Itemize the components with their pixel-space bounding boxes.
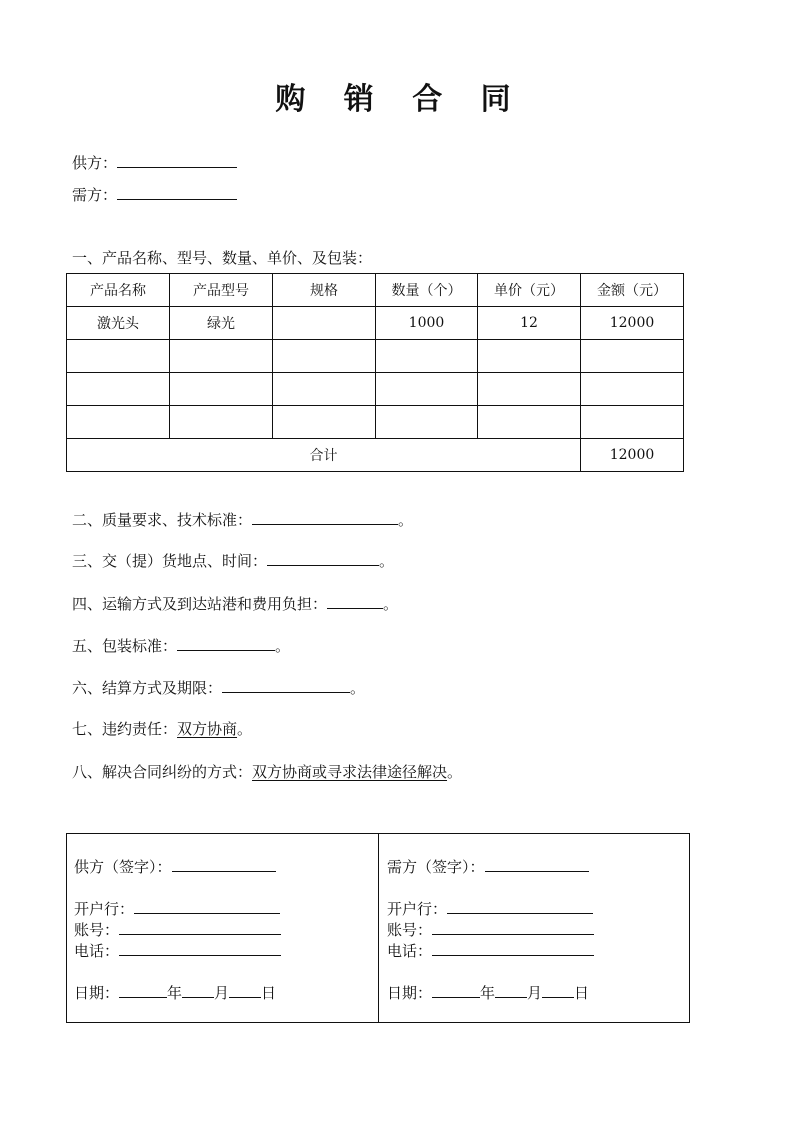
table-cell <box>273 340 376 373</box>
day-label: 日 <box>261 984 277 1002</box>
table-cell: 12000 <box>581 307 684 340</box>
supplier-account-label: 账号： <box>74 921 120 939</box>
buyer-sign-label: 需方（签字）： <box>387 858 485 876</box>
section-3-label: 三、交（提）货地点、时间： <box>72 552 268 570</box>
table-cell: 1000 <box>376 307 478 340</box>
section-3 <box>72 551 394 571</box>
buyer-sign-blank[interactable] <box>485 857 589 872</box>
month-label: 月 <box>214 984 230 1002</box>
supplier-line <box>72 153 237 173</box>
supplier-blank[interactable] <box>117 153 237 168</box>
table-cell <box>581 406 684 439</box>
day-label: 日 <box>574 984 590 1002</box>
product-table <box>66 273 684 472</box>
year-label: 年 <box>480 984 496 1002</box>
buyer-phone-blank[interactable] <box>432 941 594 956</box>
period: 。 <box>275 637 291 655</box>
section-5-label: 五、包装标准： <box>72 637 178 655</box>
buyer-line <box>72 185 237 205</box>
table-cell <box>581 373 684 406</box>
section-6-label: 六、结算方式及期限： <box>72 679 223 697</box>
supplier-date-line <box>74 982 276 1003</box>
buyer-year-blank[interactable] <box>432 983 480 998</box>
transport-blank[interactable] <box>327 594 383 609</box>
section-5 <box>72 636 290 656</box>
buyer-bank-blank[interactable] <box>447 899 593 914</box>
section-8-value: 双方协商或寻求法律途径解决 <box>252 763 448 781</box>
period: 。 <box>398 511 414 529</box>
year-label: 年 <box>167 984 183 1002</box>
table-cell <box>376 406 478 439</box>
header-cell: 产品型号 <box>170 274 273 307</box>
month-label: 月 <box>527 984 543 1002</box>
period: 。 <box>379 552 395 570</box>
supplier-sign-line <box>74 856 276 877</box>
total-value: 12000 <box>581 439 684 472</box>
section-8 <box>72 762 462 782</box>
supplier-date-label: 日期： <box>74 984 120 1002</box>
signature-box <box>66 833 690 1023</box>
buyer-sign-line <box>387 856 589 877</box>
settlement-blank[interactable] <box>222 678 350 693</box>
quality-blank[interactable] <box>252 510 398 525</box>
signature-divider <box>378 834 379 1022</box>
table-row <box>67 373 684 406</box>
buyer-blank[interactable] <box>117 185 237 200</box>
table-cell: 绿光 <box>170 307 273 340</box>
table-cell <box>170 340 273 373</box>
buyer-phone-label: 电话： <box>387 942 433 960</box>
buyer-date-label: 日期： <box>387 984 433 1002</box>
supplier-day-blank[interactable] <box>229 983 261 998</box>
table-cell <box>170 406 273 439</box>
buyer-label: 需方： <box>72 186 118 204</box>
buyer-bank-line <box>387 898 593 919</box>
buyer-bank-label: 开户行： <box>387 900 448 918</box>
table-cell: 激光头 <box>67 307 170 340</box>
buyer-phone-line <box>387 940 594 961</box>
buyer-account-blank[interactable] <box>432 920 594 935</box>
table-cell <box>478 340 581 373</box>
table-cell <box>273 373 376 406</box>
supplier-bank-blank[interactable] <box>134 899 280 914</box>
table-cell <box>170 373 273 406</box>
table-cell <box>478 406 581 439</box>
header-cell: 产品名称 <box>67 274 170 307</box>
section-2 <box>72 510 413 530</box>
supplier-phone-line <box>74 940 281 961</box>
table-cell <box>67 406 170 439</box>
table-cell <box>581 340 684 373</box>
delivery-blank[interactable] <box>267 551 379 566</box>
table-cell <box>67 340 170 373</box>
supplier-year-blank[interactable] <box>119 983 167 998</box>
section-7-value: 双方协商 <box>177 720 238 738</box>
header-cell: 数量（个） <box>376 274 478 307</box>
table-row <box>67 406 684 439</box>
document-title: 购 销 合 同 <box>275 82 525 117</box>
table-cell <box>67 373 170 406</box>
table-total-row <box>67 439 684 472</box>
buyer-day-blank[interactable] <box>542 983 574 998</box>
supplier-account-blank[interactable] <box>119 920 281 935</box>
table-cell <box>478 373 581 406</box>
header-cell: 规格 <box>273 274 376 307</box>
period: 。 <box>383 595 399 613</box>
section-6 <box>72 678 365 698</box>
period: 。 <box>237 720 253 738</box>
supplier-sign-label: 供方（签字）： <box>74 858 172 876</box>
supplier-phone-label: 电话： <box>74 942 120 960</box>
section-4 <box>72 594 398 614</box>
supplier-phone-blank[interactable] <box>119 941 281 956</box>
table-cell: 12 <box>478 307 581 340</box>
table-header-row <box>67 274 684 307</box>
section-7-label: 七、违约责任： <box>72 720 178 738</box>
header-cell: 金额（元） <box>581 274 684 307</box>
supplier-bank-label: 开户行： <box>74 900 135 918</box>
total-label: 合计 <box>67 439 581 472</box>
buyer-date-line <box>387 982 589 1003</box>
table-row <box>67 307 684 340</box>
buyer-month-blank[interactable] <box>495 983 527 998</box>
packaging-blank[interactable] <box>177 636 275 651</box>
table-cell <box>273 406 376 439</box>
table-cell <box>376 340 478 373</box>
section-2-label: 二、质量要求、技术标准： <box>72 511 253 529</box>
supplier-sign-blank[interactable] <box>172 857 276 872</box>
section-4-label: 四、运输方式及到达站港和费用负担： <box>72 595 328 613</box>
period: 。 <box>350 679 366 697</box>
table-cell <box>273 307 376 340</box>
header-cell: 单价（元） <box>478 274 581 307</box>
table-row <box>67 340 684 373</box>
section-1-heading: 一、产品名称、型号、数量、单价、及包装： <box>72 249 373 267</box>
section-8-label: 八、解决合同纠纷的方式： <box>72 763 253 781</box>
supplier-month-blank[interactable] <box>182 983 214 998</box>
buyer-account-line <box>387 919 594 940</box>
buyer-account-label: 账号： <box>387 921 433 939</box>
table-cell <box>376 373 478 406</box>
section-7 <box>72 719 252 739</box>
period: 。 <box>447 763 463 781</box>
supplier-bank-line <box>74 898 280 919</box>
supplier-label: 供方： <box>72 154 118 172</box>
supplier-account-line <box>74 919 281 940</box>
